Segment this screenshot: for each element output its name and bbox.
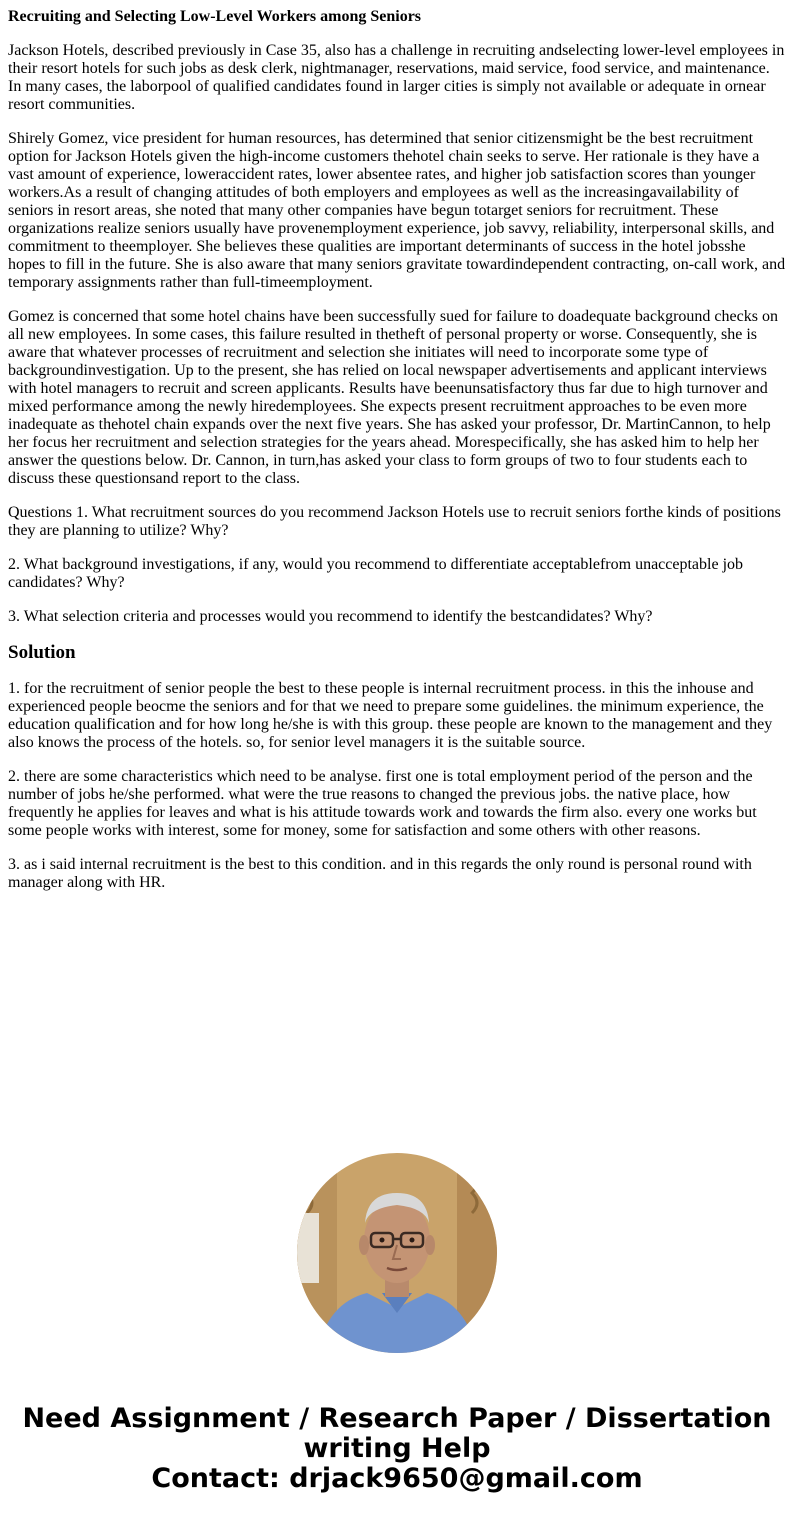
promo-line-2: writing Help <box>303 1433 491 1464</box>
promo-banner <box>0 1404 794 1494</box>
author-photo-icon <box>297 1153 497 1353</box>
question-2: 2. What background investigations, if any, would you recommend to differentiate acceptablefrom unacceptable job candidates? Why? <box>8 556 744 591</box>
document-body <box>8 8 786 908</box>
solution-2: 2. there are some characteristics which need to be analyse. first one is total employment period of the person and the number of jobs he/she performed. what were the true reasons to changed the previous jobs. the native place, how frequently he applies for leaves and what is his attitude towards work and towards the firm also. every one works but some people works with interest, some for money, some for satisfaction and some others with other reasons. <box>8 768 757 839</box>
solution-3: 3. as i said internal recruitment is the best to this condition. and in this regards the only round is personal round with manager along with HR. <box>8 856 752 891</box>
author-avatar <box>297 1153 497 1353</box>
promo-line-1: Need Assignment / Research Paper / Dissertation <box>22 1403 772 1434</box>
paragraph-1: Jackson Hotels, described previously in Case 35, also has a challenge in recruiting andselecting lower-level employees in their resort hotels for such jobs as desk clerk, nightmanager, reservations, maid service, food service, and maintenance. In many cases, the laborpool of qualified candidates found in larger cities is simply not available or adequate in ornear resort communities. <box>8 42 785 113</box>
question-3: 3. What selection criteria and processes would you recommend to identify the bestcandidates? Why? <box>8 608 653 625</box>
solution-1: 1. for the recruitment of senior people the best to these people is internal recruitment process. in this the inhouse and experienced people beocme the seniors and for that we need to prepare some guidelines. the minimum experience, the education qualification and for how long he/she is with this group. these people are known to the management and they also knows the process of the hotels. so, for senior level managers it is the suitable source. <box>8 680 773 751</box>
document-title: Recruiting and Selecting Low-Level Workers among Seniors <box>8 8 422 25</box>
promo-contact: Contact: drjack9650@gmail.com <box>151 1463 643 1494</box>
question-1: Questions 1. What recruitment sources do you recommend Jackson Hotels use to recruit seniors forthe kinds of positions they are planning to utilize? Why? <box>8 504 781 539</box>
paragraph-2: Shirely Gomez, vice president for human resources, has determined that senior citizensmight be the best recruitment option for Jackson Hotels given the high-income customers thehotel chain seeks to serve. Her rationale is they have a vast amount of experience, loweraccident rates, lower absentee rates, and higher job satisfaction scores than younger workers.As a result of changing attitudes of both employers and employees as well as the increasingavailability of seniors in resort areas, she noted that many other companies have begun totarget seniors for recruitment. These organizations realize seniors usually have provenemployment experience, job savvy, reliability, interpersonal skills, and commitment to theemployer. She believes these qualities are important determinants of success in the hotel jobsshe hopes to fill in the future. She is also aware that many seniors gravitate towardindependent contracting, on-call work, and temporary assignments rather than full-timeemployment. <box>8 130 786 291</box>
solution-heading: Solution <box>8 642 76 663</box>
paragraph-3: Gomez is concerned that some hotel chains have been successfully sued for failure to doadequate background checks on all new employees. In some cases, this failure resulted in thetheft of personal property or worse. Consequently, she is aware that whatever processes of recruitment and selection she initiates will need to incorporate some type of backgroundinvestigation. Up to the present, she has relied on local newspaper advertisements and applicant interviews with hotel managers to recruit and screen applicants. Results have beenunsatisfactory thus far due to high turnover and mixed performance among the newly hiredemployees. She expects present recruitment approaches to be even more inadequate as thehotel chain expands over the next five years. She has asked your professor, Dr. MartinCannon, to help her focus her recruitment and selection strategies for the years ahead. Morespecifically, she has asked him to help her answer the questions below. Dr. Cannon, in turn,has asked your class to form groups of two to four students each to discuss these questionsand report to the class. <box>8 308 778 487</box>
